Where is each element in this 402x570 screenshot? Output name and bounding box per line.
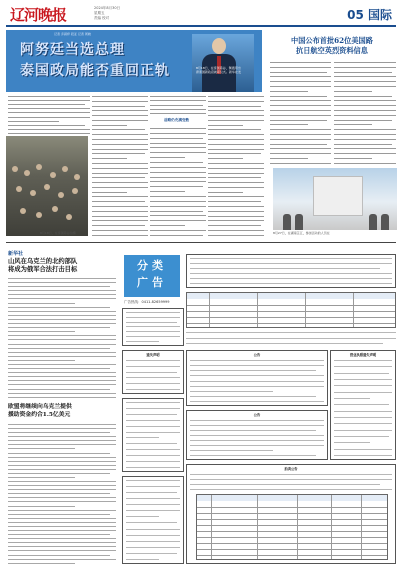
banner-title-line2: 泰国政局能否重回正轨 — [20, 63, 170, 79]
banner-title-line1: 阿努廷当选总理 — [20, 42, 125, 58]
page-label: 05 国际 — [347, 8, 392, 22]
right-story-title: 中国公布首批62位美国路 抗日航空英烈资料信息 — [291, 36, 373, 55]
auction-table — [196, 494, 388, 560]
article-column-text — [92, 96, 148, 236]
ad-text — [190, 258, 392, 284]
article-column-text — [150, 96, 206, 114]
ad-title: 拍卖公告 — [284, 467, 298, 471]
ad-text — [186, 332, 396, 344]
ad-text — [126, 312, 180, 342]
ad-title: 公告 — [253, 353, 261, 357]
right-story-text — [270, 62, 331, 164]
masthead-logo: 辽河晚报 — [10, 6, 67, 24]
ad-text — [126, 480, 180, 560]
ceremony-photo — [273, 168, 397, 230]
ceremony-photo-caption: 8月27日，在湖南芷江，参加活动的人员在 — [273, 231, 330, 235]
column-subhead: 前路仍充满变数 — [164, 118, 190, 122]
building-shape — [313, 176, 363, 216]
lead-story-banner — [6, 30, 262, 92]
banner-byline: 记者 乔颖梓 段亚 记者 周晓 — [54, 32, 91, 36]
newspaper-header — [6, 3, 396, 27]
ad-text — [190, 474, 392, 490]
lower-left-title-2: 欧盟将继续向乌克兰提供 援助资金约合1.5亿美元 — [8, 404, 72, 418]
lower-left-text — [8, 278, 116, 398]
ad-title: 遗失声明 — [146, 353, 160, 357]
banner-caption: 8月18日，在泰国曼谷，佩通坦出席泰国新政府就职仪式。新华社发 — [196, 66, 242, 74]
issue-meta: 2024年8月30日 星期五 责编 校对 — [94, 6, 121, 20]
ad-title: 公告 — [253, 413, 261, 417]
ad-text — [334, 360, 392, 456]
crowd-photo — [6, 136, 88, 236]
ad-text — [190, 360, 324, 402]
ad-text — [190, 420, 324, 456]
ad-text — [126, 402, 180, 468]
crowd-photo-caption: 8月18日，在泰国曼谷拍摄 — [40, 231, 76, 235]
ad-title: 营业执照遗失声明 — [349, 353, 377, 357]
article-column-text — [150, 128, 206, 236]
ad-text — [126, 360, 180, 390]
lower-left-text — [8, 424, 116, 564]
ad-hotline: 广告热线：0411-82659999 — [124, 300, 170, 304]
article-column-text — [208, 96, 264, 236]
article-column-text — [8, 96, 90, 134]
right-story-text — [334, 62, 396, 164]
lower-left-tag: 新华社 — [8, 251, 24, 257]
notice-table — [186, 292, 396, 328]
portrait-head — [212, 38, 226, 54]
classified-ads-label: 分类 广告 — [124, 255, 180, 297]
portrait-photo — [192, 34, 254, 92]
section-divider — [6, 242, 396, 243]
lower-left-title: 山风在乌克兰的北约部队 将成为俄军合法打击目标 — [8, 258, 78, 273]
